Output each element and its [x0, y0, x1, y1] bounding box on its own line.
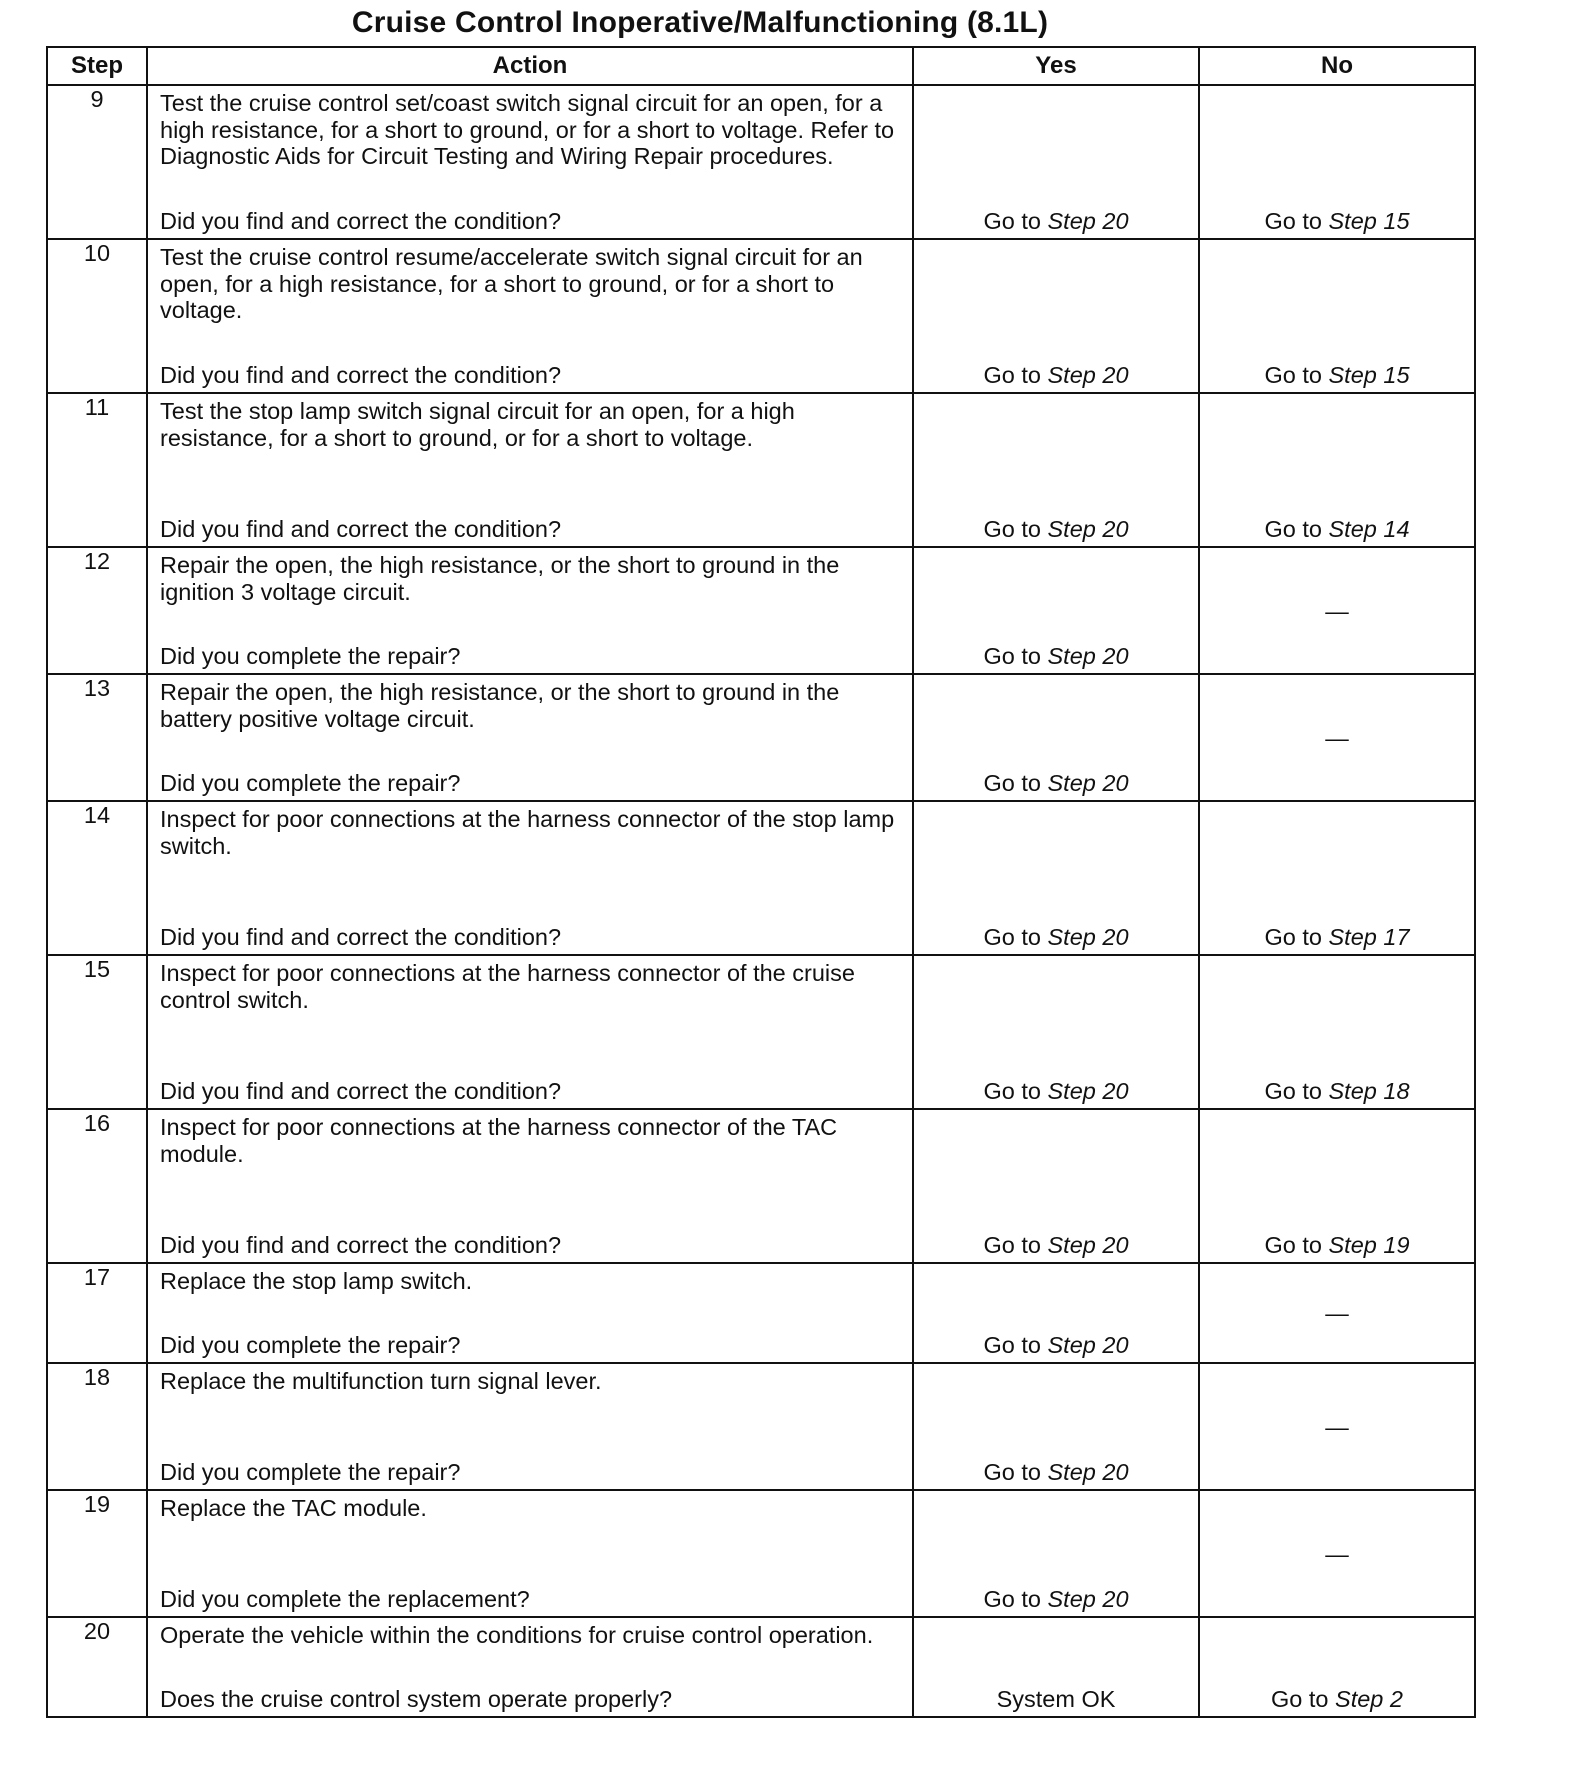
no-outcome: Go to Step 2 — [1271, 1686, 1403, 1712]
action-cell — [147, 1263, 913, 1363]
diagnostic-table — [46, 46, 1476, 1718]
no-outcome: Go to Step 15 — [1264, 362, 1410, 388]
no-cell — [1199, 801, 1475, 955]
table-row — [47, 547, 1475, 674]
no-outcome: Go to Step 15 — [1264, 208, 1410, 234]
step-number: 11 — [47, 393, 147, 547]
action-question: Did you find and correct the condition? — [160, 362, 562, 388]
action-text: Inspect for poor connections at the harness connector of the stop lamp switch. — [160, 806, 895, 859]
action-question: Did you complete the repair? — [160, 643, 461, 669]
table-row — [47, 674, 1475, 801]
yes-cell — [913, 1109, 1199, 1263]
yes-outcome: Go to Step 20 — [983, 1332, 1129, 1358]
yes-outcome: Go to Step 20 — [983, 643, 1129, 669]
action-text: Replace the stop lamp switch. — [160, 1268, 473, 1294]
action-text: Test the cruise control set/coast switch signal circuit for an open, for a high resistance, for a short to ground, or for a short to voltage. Refer to Diagnostic Aids for Circuit Testing and Wiring Repair procedures. — [160, 90, 895, 169]
step-number: 13 — [47, 674, 147, 801]
yes-cell — [913, 239, 1199, 393]
yes-outcome: Go to Step 20 — [983, 516, 1129, 542]
action-question: Did you complete the repair? — [160, 1459, 461, 1485]
action-cell — [147, 393, 913, 547]
yes-step-ref: Step 20 — [1047, 362, 1129, 388]
yes-cell — [913, 393, 1199, 547]
no-dash: — — [1325, 1413, 1349, 1440]
no-cell — [1199, 85, 1475, 239]
page-title: Cruise Control Inoperative/Malfunctioning (8.1L) — [351, 6, 1049, 39]
yes-step-ref: Step 20 — [1047, 770, 1129, 796]
step-number: 17 — [47, 1263, 147, 1363]
no-dash: — — [1325, 597, 1349, 624]
yes-outcome: Go to Step 20 — [983, 362, 1129, 388]
table-row — [47, 1263, 1475, 1363]
yes-outcome: System OK — [996, 1686, 1116, 1712]
action-text: Test the stop lamp switch signal circuit for an open, for a high resistance, for a short to ground, or for a short to voltage. — [160, 398, 795, 451]
step-number: 12 — [47, 547, 147, 674]
action-text: Repair the open, the high resistance, or the short to ground in the battery positive voltage circuit. — [160, 679, 840, 732]
table-row — [47, 1617, 1475, 1717]
no-cell — [1199, 239, 1475, 393]
action-question: Did you find and correct the condition? — [160, 516, 562, 542]
action-text: Repair the open, the high resistance, or the short to ground in the ignition 3 voltage circuit. — [160, 552, 840, 605]
step-number: 18 — [47, 1363, 147, 1490]
table-row — [47, 85, 1475, 239]
action-cell — [147, 955, 913, 1109]
yes-step-ref: Step 20 — [1047, 1232, 1129, 1258]
yes-cell — [913, 1490, 1199, 1617]
yes-outcome: Go to Step 20 — [983, 208, 1129, 234]
action-question: Did you find and correct the condition? — [160, 1078, 562, 1104]
action-cell — [147, 1490, 913, 1617]
table-row — [47, 1109, 1475, 1263]
yes-cell — [913, 674, 1199, 801]
yes-outcome: Go to Step 20 — [983, 1232, 1129, 1258]
yes-outcome: Go to Step 20 — [983, 770, 1129, 796]
no-outcome: Go to Step 19 — [1264, 1232, 1410, 1258]
action-cell — [147, 674, 913, 801]
no-step-ref: Step 14 — [1328, 516, 1410, 542]
table-row — [47, 1363, 1475, 1490]
action-text: Inspect for poor connections at the harness connector of the TAC module. — [160, 1114, 838, 1167]
yes-step-ref: Step 20 — [1047, 924, 1129, 950]
no-cell — [1199, 547, 1475, 674]
action-text: Test the cruise control resume/accelerate switch signal circuit for an open, for a high resistance, for a short to ground, or for a short to voltage. — [160, 244, 863, 323]
table-row — [47, 955, 1475, 1109]
column-header-step: Step — [47, 47, 147, 85]
action-question: Did you find and correct the condition? — [160, 208, 562, 234]
action-question: Did you complete the replacement? — [160, 1586, 530, 1612]
step-number: 16 — [47, 1109, 147, 1263]
no-cell — [1199, 1109, 1475, 1263]
action-cell — [147, 239, 913, 393]
column-header-action: Action — [147, 47, 913, 85]
action-question: Did you complete the repair? — [160, 770, 461, 796]
column-header-yes: Yes — [913, 47, 1199, 85]
no-outcome: Go to Step 18 — [1264, 1078, 1410, 1104]
no-cell — [1199, 1363, 1475, 1490]
no-cell — [1199, 393, 1475, 547]
action-cell — [147, 1617, 913, 1717]
step-number: 15 — [47, 955, 147, 1109]
yes-step-ref: Step 20 — [1047, 208, 1129, 234]
yes-cell — [913, 1363, 1199, 1490]
step-number: 14 — [47, 801, 147, 955]
yes-outcome: Go to Step 20 — [983, 1459, 1129, 1485]
yes-cell — [913, 85, 1199, 239]
no-outcome: Go to Step 17 — [1264, 924, 1410, 950]
yes-step-ref: Step 20 — [1047, 643, 1129, 669]
action-text: Inspect for poor connections at the harness connector of the cruise control switch. — [160, 960, 855, 1013]
no-cell — [1199, 674, 1475, 801]
yes-step-ref: Step 20 — [1047, 1459, 1129, 1485]
no-cell — [1199, 955, 1475, 1109]
action-cell — [147, 547, 913, 674]
yes-outcome: Go to Step 20 — [983, 1078, 1129, 1104]
yes-cell — [913, 1263, 1199, 1363]
step-number: 19 — [47, 1490, 147, 1617]
step-number: 20 — [47, 1617, 147, 1717]
action-question: Does the cruise control system operate properly? — [160, 1686, 673, 1712]
no-step-ref: Step 15 — [1328, 362, 1410, 388]
no-outcome: Go to Step 14 — [1264, 516, 1410, 542]
step-number: 9 — [47, 85, 147, 239]
action-text: Replace the multifunction turn signal lever. — [160, 1368, 602, 1394]
yes-cell — [913, 801, 1199, 955]
yes-cell — [913, 955, 1199, 1109]
yes-step-ref: Step 20 — [1047, 1078, 1129, 1104]
no-dash: — — [1325, 724, 1349, 751]
yes-cell — [913, 547, 1199, 674]
action-cell — [147, 1363, 913, 1490]
no-step-ref: Step 17 — [1328, 924, 1410, 950]
column-header-no: No — [1199, 47, 1475, 85]
no-step-ref: Step 18 — [1328, 1078, 1410, 1104]
no-step-ref: Step 2 — [1335, 1686, 1403, 1712]
step-number: 10 — [47, 239, 147, 393]
yes-step-ref: Step 20 — [1047, 1332, 1129, 1358]
action-cell — [147, 85, 913, 239]
action-question: Did you complete the repair? — [160, 1332, 461, 1358]
action-text: Replace the TAC module. — [160, 1495, 427, 1521]
yes-cell — [913, 1617, 1199, 1717]
action-cell — [147, 1109, 913, 1263]
table-row — [47, 239, 1475, 393]
no-cell — [1199, 1617, 1475, 1717]
table-row — [47, 801, 1475, 955]
no-step-ref: Step 15 — [1328, 208, 1410, 234]
table-row — [47, 393, 1475, 547]
yes-step-ref: Step 20 — [1047, 516, 1129, 542]
no-dash: — — [1325, 1300, 1349, 1326]
action-text: Operate the vehicle within the conditions for cruise control operation. — [160, 1622, 874, 1648]
yes-outcome: Go to Step 20 — [983, 1586, 1129, 1612]
action-question: Did you find and correct the condition? — [160, 924, 562, 950]
no-dash: — — [1325, 1540, 1349, 1567]
table-header-row — [47, 47, 1475, 85]
yes-outcome: Go to Step 20 — [983, 924, 1129, 950]
no-step-ref: Step 19 — [1328, 1232, 1410, 1258]
action-cell — [147, 801, 913, 955]
table-row — [47, 1490, 1475, 1617]
no-cell — [1199, 1263, 1475, 1363]
yes-step-ref: Step 20 — [1047, 1586, 1129, 1612]
action-question: Did you find and correct the condition? — [160, 1232, 562, 1258]
no-cell — [1199, 1490, 1475, 1617]
